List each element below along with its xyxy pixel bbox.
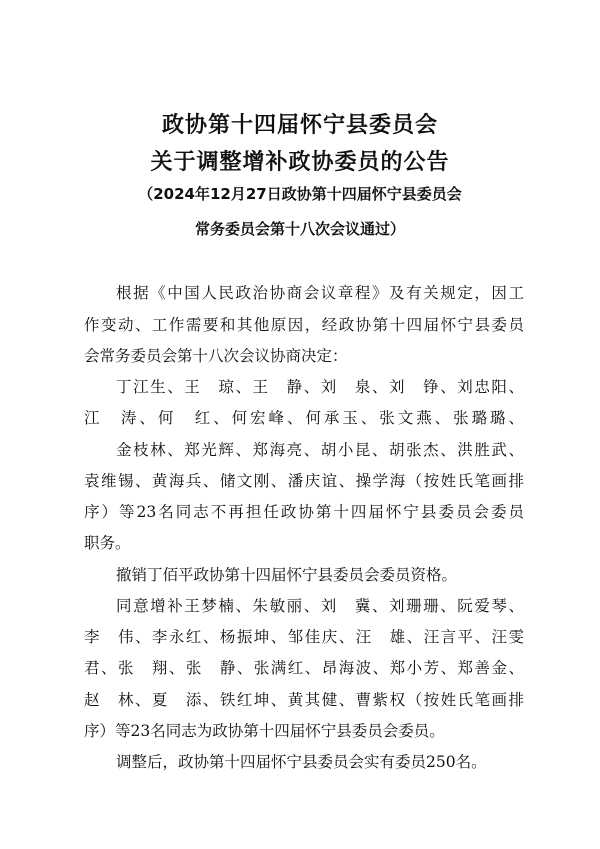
body-line: 序）等23名同志不再担任政协第十四届怀宁县委员会委员	[84, 503, 524, 521]
body-line: 君、张 翔、张 静、张满红、昂海波、郑小芳、郑善金、	[84, 659, 524, 677]
body-line: 作变动、工作需要和其他原因，经政协第十四届怀宁县委员	[84, 316, 524, 334]
document-subtitle-line-1: （2024年12月27日政协第十四届怀宁县委员会	[138, 185, 462, 203]
body-line: 袁维锡、黄海兵、储文刚、潘庆谊、操学海（按姓氏笔画排	[84, 472, 524, 490]
body-line: 根据《中国人民政治协商会议章程》及有关规定，因工	[116, 284, 524, 302]
body-line: 江 涛、何 红、何宏峰、何承玉、张文燕、张璐璐、	[84, 409, 524, 427]
body-line: 撤销丁佰平政协第十四届怀宁县委员会委员资格。	[116, 566, 458, 584]
body-line: 李 伟、李永红、杨振坤、邹佳庆、汪 雄、汪言平、汪雯	[84, 628, 524, 646]
body-line: 职务。	[84, 534, 131, 552]
body-line: 序）等23名同志为政协第十四届怀宁县委员会委员。	[84, 722, 445, 740]
body-line: 同意增补王梦楠、朱敏丽、刘 冀、刘珊珊、阮爱琴、	[116, 597, 524, 615]
body-line: 会常务委员会第十八次会议协商决定：	[84, 347, 348, 365]
body-line: 丁江生、王 琼、王 静、刘 泉、刘 铮、刘忠阳、	[116, 378, 524, 396]
body-line: 调整后，政协第十四届怀宁县委员会实有委员250名。	[116, 753, 487, 771]
body-line: 赵 林、夏 添、铁红坤、黄其健、曹紫权（按姓氏笔画排	[84, 691, 524, 709]
document-title-line-2: 关于调整增补政协委员的公告	[150, 150, 450, 175]
document-subtitle-line-2: 常务委员会第十八次会议通过）	[194, 220, 405, 238]
body-line: 金枝林、郑光辉、郑海亮、胡小昆、胡张杰、洪胜武、	[116, 441, 524, 459]
document-title-line-1: 政协第十四届怀宁县委员会	[161, 113, 438, 138]
